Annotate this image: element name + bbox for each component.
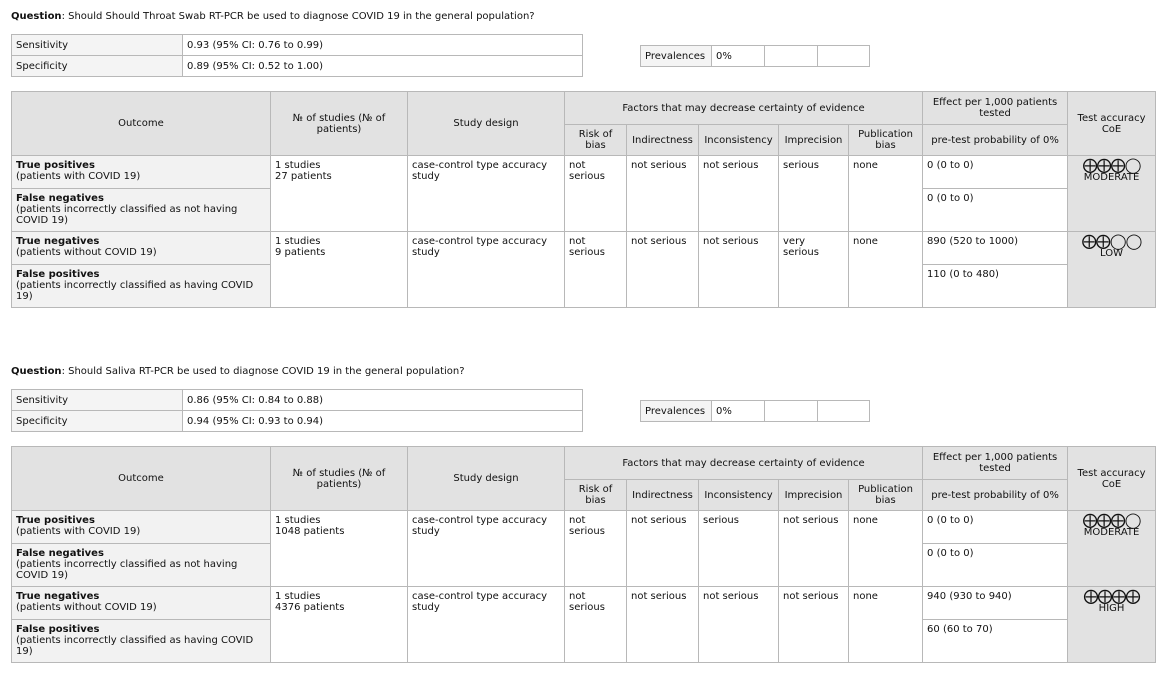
prevalence-empty-cell [817, 401, 870, 422]
study-design-cell: case-control type accuracy study [408, 587, 565, 663]
certainty-cell [1068, 232, 1156, 308]
table-row [12, 232, 1156, 265]
specificity-value: 0.89 (95% CI: 0.52 to 1.00) [183, 56, 583, 77]
evidence-block [0, 0, 1170, 340]
header-factors: Factors that may decrease certainty of evidence [565, 92, 923, 125]
question-line [11, 366, 465, 377]
specificity-row [12, 56, 583, 77]
header-publication-bias: Publication bias [849, 125, 923, 156]
question-text: : Should Saliva RT-PCR be used to diagnose COVID 19 in the general population? [61, 366, 465, 377]
header-risk-of-bias: Risk of bias [565, 125, 627, 156]
outcome-title: False negatives [16, 548, 104, 559]
header-publication-bias: Publication bias [849, 480, 923, 511]
effect-cell: 890 (520 to 1000) [923, 232, 1068, 265]
table-row [12, 511, 1156, 544]
outcome-description: (patients incorrectly classified as having COVID 19) [16, 280, 254, 302]
prevalences-table [640, 45, 870, 67]
sensitivity-value: 0.86 (95% CI: 0.84 to 0.88) [183, 390, 583, 411]
header-effect: Effect per 1,000 patients tested [923, 92, 1068, 125]
certainty-cell [1068, 587, 1156, 663]
outcome-title: False negatives [16, 193, 104, 204]
header-study-design: Study design [408, 447, 565, 511]
certainty-rating-icon: ⨁⨁⨁⨁ [1083, 587, 1140, 605]
specificity-label: Specificity [12, 411, 183, 432]
risk-of-bias-cell: not serious [565, 232, 627, 308]
header-pretest-probability: pre-test probability of 0% [923, 125, 1068, 156]
outcome-title: False positives [16, 624, 100, 635]
accuracy-table [11, 389, 583, 432]
header-outcome: Outcome [12, 447, 271, 511]
outcome-description: (patients without COVID 19) [16, 602, 157, 613]
imprecision-cell: not serious [779, 587, 849, 663]
specificity-label: Specificity [12, 56, 183, 77]
header-coe: Test accuracy CoE [1068, 447, 1156, 511]
publication-bias-cell: none [849, 587, 923, 663]
effect-cell: 60 (60 to 70) [923, 620, 1068, 663]
specificity-row [12, 411, 583, 432]
certainty-label: LOW [1100, 248, 1124, 259]
outcome-cell [12, 265, 271, 308]
outcome-cell [12, 511, 271, 544]
effect-cell: 0 (0 to 0) [923, 544, 1068, 587]
outcome-title: True negatives [16, 591, 100, 602]
prevalences-label: Prevalences [641, 401, 712, 422]
effect-cell: 0 (0 to 0) [923, 511, 1068, 544]
header-studies: № of studies (№ of patients) [271, 447, 408, 511]
header-studies: № of studies (№ of patients) [271, 92, 408, 156]
certainty-label: MODERATE [1083, 527, 1140, 538]
studies-cell [271, 156, 408, 232]
outcome-cell [12, 587, 271, 620]
outcome-title: False positives [16, 269, 100, 280]
study-design-cell: case-control type accuracy study [408, 511, 565, 587]
study-design-cell: case-control type accuracy study [408, 156, 565, 232]
question-text: : Should Should Throat Swab RT-PCR be used to diagnose COVID 19 in the general population? [61, 11, 535, 22]
studies-cell [271, 587, 408, 663]
outcome-description: (patients incorrectly classified as having COVID 19) [16, 635, 254, 657]
question-prefix: Question [11, 366, 62, 377]
indirectness-cell: not serious [627, 587, 699, 663]
patients-count: 1048 patients [275, 526, 345, 537]
prevalence-empty-cell [817, 46, 870, 67]
indirectness-cell: not serious [627, 156, 699, 232]
header-indirectness: Indirectness [627, 125, 699, 156]
prevalence-empty-cell [765, 401, 818, 422]
patients-count: 4376 patients [275, 602, 345, 613]
studies-count: 1 studies [275, 236, 321, 247]
sensitivity-label: Sensitivity [12, 390, 183, 411]
prevalence-empty-cell [765, 46, 818, 67]
sensitivity-row [12, 390, 583, 411]
certainty-rating-icon: ⨁⨁◯◯ [1081, 232, 1142, 250]
certainty-cell [1068, 156, 1156, 232]
outcome-title: True positives [16, 160, 95, 171]
studies-count: 1 studies [275, 515, 321, 526]
outcome-cell [12, 620, 271, 663]
effect-cell: 0 (0 to 0) [923, 189, 1068, 232]
grade-evidence-table [11, 446, 1156, 663]
grade-evidence-table [11, 91, 1156, 308]
prevalences-label: Prevalences [641, 46, 712, 67]
inconsistency-cell: not serious [699, 587, 779, 663]
certainty-label: MODERATE [1083, 172, 1140, 183]
header-outcome: Outcome [12, 92, 271, 156]
header-study-design: Study design [408, 92, 565, 156]
question-line [11, 11, 535, 22]
inconsistency-cell: not serious [699, 156, 779, 232]
publication-bias-cell: none [849, 232, 923, 308]
risk-of-bias-cell: not serious [565, 587, 627, 663]
outcome-description: (patients with COVID 19) [16, 526, 141, 537]
outcome-cell [12, 156, 271, 189]
header-risk-of-bias: Risk of bias [565, 480, 627, 511]
prevalence-value: 0% [712, 401, 765, 422]
header-effect: Effect per 1,000 patients tested [923, 447, 1068, 480]
risk-of-bias-cell: not serious [565, 511, 627, 587]
table-row [12, 587, 1156, 620]
study-design-cell: case-control type accuracy study [408, 232, 565, 308]
effect-cell: 0 (0 to 0) [923, 156, 1068, 189]
patients-count: 9 patients [275, 247, 326, 258]
studies-count: 1 studies [275, 591, 321, 602]
certainty-rating-icon: ⨁⨁⨁◯ [1082, 156, 1141, 174]
imprecision-cell: serious [779, 156, 849, 232]
outcome-cell [12, 189, 271, 232]
publication-bias-cell: none [849, 156, 923, 232]
header-factors: Factors that may decrease certainty of evidence [565, 447, 923, 480]
certainty-rating-icon: ⨁⨁⨁◯ [1082, 511, 1141, 529]
table-row [12, 156, 1156, 189]
sensitivity-value: 0.93 (95% CI: 0.76 to 0.99) [183, 35, 583, 56]
studies-cell [271, 511, 408, 587]
imprecision-cell: not serious [779, 511, 849, 587]
specificity-value: 0.94 (95% CI: 0.93 to 0.94) [183, 411, 583, 432]
imprecision-cell: very serious [779, 232, 849, 308]
evidence-block [0, 355, 1170, 695]
outcome-description: (patients incorrectly classified as not having COVID 19) [16, 559, 238, 581]
outcome-cell [12, 544, 271, 587]
header-pretest-probability: pre-test probability of 0% [923, 480, 1068, 511]
outcome-description: (patients with COVID 19) [16, 171, 141, 182]
sensitivity-row [12, 35, 583, 56]
certainty-label: HIGH [1098, 603, 1125, 614]
prevalence-value: 0% [712, 46, 765, 67]
publication-bias-cell: none [849, 511, 923, 587]
outcome-cell [12, 232, 271, 265]
outcome-title: True negatives [16, 236, 100, 247]
studies-cell [271, 232, 408, 308]
outcome-title: True positives [16, 515, 95, 526]
patients-count: 27 patients [275, 171, 332, 182]
effect-cell: 940 (930 to 940) [923, 587, 1068, 620]
certainty-cell [1068, 511, 1156, 587]
question-prefix: Question [11, 11, 62, 22]
studies-count: 1 studies [275, 160, 321, 171]
header-inconsistency: Inconsistency [699, 480, 779, 511]
header-indirectness: Indirectness [627, 480, 699, 511]
inconsistency-cell: serious [699, 511, 779, 587]
header-imprecision: Imprecision [779, 125, 849, 156]
prevalences-table [640, 400, 870, 422]
indirectness-cell: not serious [627, 232, 699, 308]
effect-cell: 110 (0 to 480) [923, 265, 1068, 308]
header-imprecision: Imprecision [779, 480, 849, 511]
sensitivity-label: Sensitivity [12, 35, 183, 56]
indirectness-cell: not serious [627, 511, 699, 587]
risk-of-bias-cell: not serious [565, 156, 627, 232]
outcome-description: (patients incorrectly classified as not having COVID 19) [16, 204, 238, 226]
inconsistency-cell: not serious [699, 232, 779, 308]
outcome-description: (patients without COVID 19) [16, 247, 157, 258]
header-inconsistency: Inconsistency [699, 125, 779, 156]
header-coe: Test accuracy CoE [1068, 92, 1156, 156]
accuracy-table [11, 34, 583, 77]
